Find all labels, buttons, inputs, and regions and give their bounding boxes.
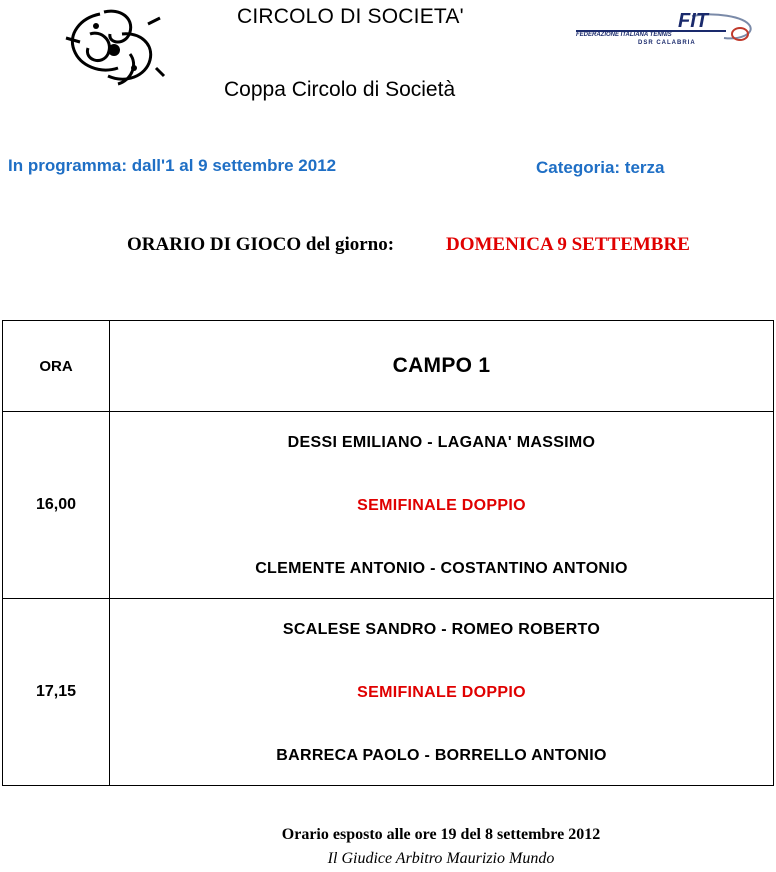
programma-dates: In programma: dall'1 al 9 settembre 2012 xyxy=(8,156,337,175)
match-time: 16,00 xyxy=(3,412,110,599)
match-cell xyxy=(110,412,774,599)
team-b: BARRECA PAOLO - BORRELLO ANTONIO xyxy=(276,747,607,764)
match-details xyxy=(110,431,773,579)
schedule-table xyxy=(2,320,774,786)
table-row xyxy=(3,599,774,786)
match-round: SEMIFINALE DOPPIO xyxy=(357,497,526,514)
orario-label: ORARIO DI GIOCO del giorno: xyxy=(127,234,395,255)
footer-posted-time: Orario esposto alle ore 19 del 8 settembre 2012 xyxy=(281,826,601,843)
club-monogram-logo xyxy=(60,4,168,94)
table-header-row xyxy=(3,321,774,412)
table-row xyxy=(3,412,774,599)
match-cell xyxy=(110,599,774,786)
fit-logo-word: FIT xyxy=(678,10,708,32)
footer-referee: Il Giudice Arbitro Maurizio Mundo xyxy=(327,850,555,867)
page-title: CIRCOLO DI SOCIETA' xyxy=(237,5,464,28)
column-header-campo: CAMPO 1 xyxy=(110,321,774,412)
fit-federation-logo xyxy=(574,10,758,50)
team-b: CLEMENTE ANTONIO - COSTANTINO ANTONIO xyxy=(255,560,628,577)
team-a: SCALESE SANDRO - ROMEO ROBERTO xyxy=(282,621,601,638)
column-header-ora: ORA xyxy=(3,321,110,412)
match-details xyxy=(110,618,773,766)
page-subtitle: Coppa Circolo di Società xyxy=(224,78,456,101)
fit-logo-line2: DSR CALABRIA xyxy=(638,40,696,46)
categoria-label: Categoria: terza xyxy=(536,158,665,177)
match-time: 17,15 xyxy=(3,599,110,786)
fit-logo-line1: FEDERAZIONE ITALIANA TENNIS xyxy=(576,32,672,38)
match-round: SEMIFINALE DOPPIO xyxy=(357,684,526,701)
orario-day: DOMENICA 9 SETTEMBRE xyxy=(446,234,690,255)
team-a: DESSI EMILIANO - LAGANA' MASSIMO xyxy=(287,434,596,451)
